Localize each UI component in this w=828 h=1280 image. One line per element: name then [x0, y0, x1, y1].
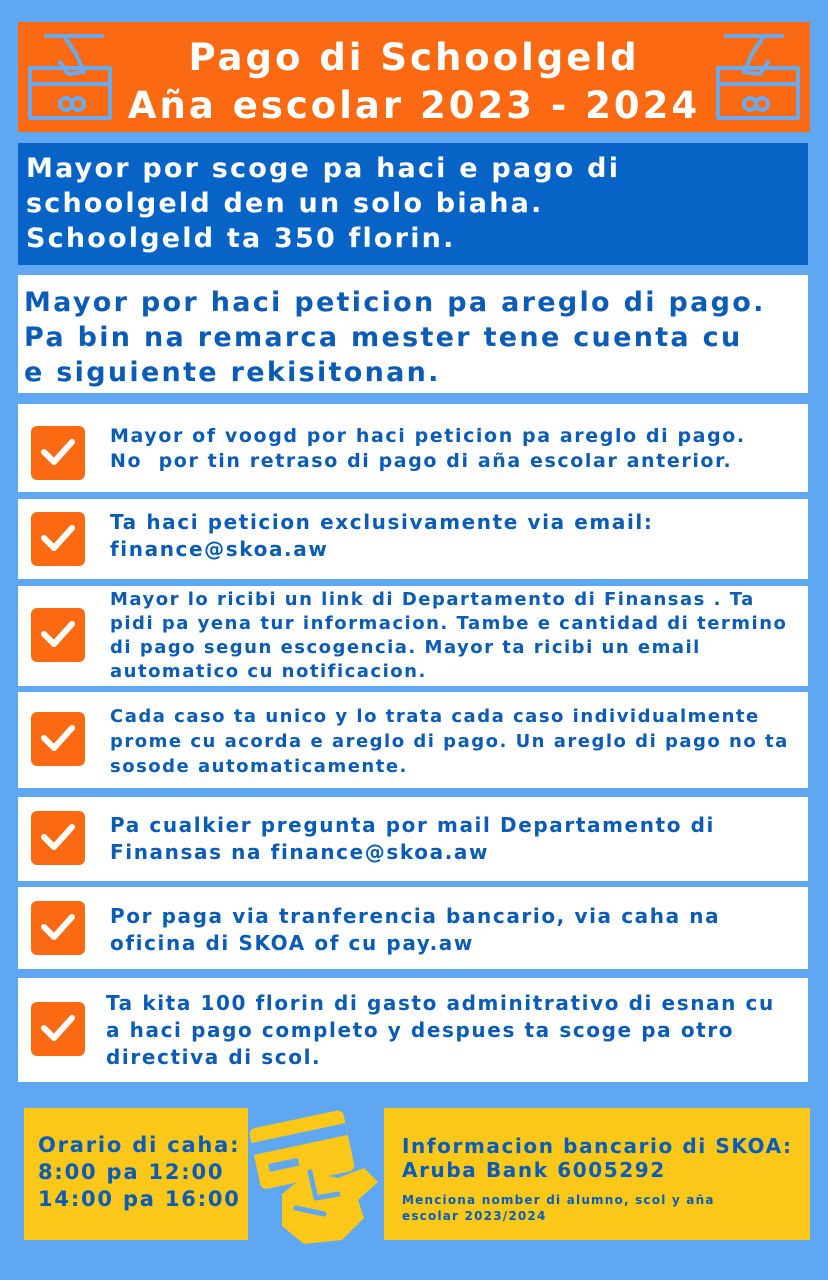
- title-line-2: Aña escolar 2023 - 2024: [127, 84, 701, 127]
- requirement-text: Mayor lo ricibi un link di Departamento di Finansas . Ta pidi pa yena tur informacion. Tambe e cantidad di termino di pago segun escogencia. Mayor ta ricibi un email automatico cu notificacion.: [110, 589, 788, 682]
- payment-hand-icon: [712, 28, 804, 124]
- requirement-item: [18, 797, 808, 881]
- requirement-item: [18, 404, 808, 492]
- notice-line-3: Schoolgeld ta 350 florin.: [26, 223, 456, 254]
- cash-hours-box: [24, 1108, 248, 1240]
- checkmark-icon: [31, 811, 85, 865]
- checkmark-icon: [31, 608, 85, 662]
- checkmark-icon: [31, 1002, 85, 1056]
- notice-line-1: Mayor por scoge pa haci e pago di: [26, 153, 621, 184]
- payment-arrangement-intro: [18, 275, 808, 393]
- requirement-item: [18, 978, 808, 1082]
- requirement-item: [18, 887, 808, 969]
- checkmark-icon: [31, 901, 85, 955]
- checkmark-icon: [31, 712, 85, 766]
- requirement-text: Ta kita 100 florin di gasto adminitrativo di esnan cu a haci pago completo y despues ta scoge pa otro directiva di scol.: [106, 991, 775, 1069]
- intro-line-3: e siguiente rekisitonan.: [24, 357, 441, 388]
- notice-line-2: schoolgeld den un solo biaha.: [26, 188, 544, 219]
- requirement-text: Pa cualkier pregunta por mail Departamento di Finansas na finance@skoa.aw: [110, 813, 715, 864]
- requirement-text: Por paga via tranferencia bancario, via caha na oficina di SKOA of cu pay.aw: [110, 904, 721, 955]
- intro-line-1: Mayor por haci peticion pa areglo di pago.: [24, 287, 766, 318]
- requirement-item: [18, 499, 808, 579]
- cash-hours-slot-1: 8:00 pa 12:00: [38, 1160, 225, 1184]
- title-banner: [18, 22, 810, 132]
- requirement-item: [18, 586, 808, 686]
- bank-note-line-2: escolar 2023/2024: [402, 1209, 547, 1223]
- requirement-text: Ta haci peticion exclusivamente via email: finance@skoa.aw: [110, 510, 654, 561]
- requirement-text: Mayor of voogd por haci peticion pa areglo di pago. No por tin retraso di pago di aña escolar anterior.: [110, 425, 746, 472]
- single-payment-notice: [18, 143, 808, 265]
- card-payment-hand-icon: [246, 1098, 386, 1248]
- checkmark-icon: [31, 512, 85, 566]
- requirement-text: Cada caso ta unico y lo trata cada caso individualmente prome cu acorda e areglo di pago. Un areglo di pago no ta sosode automaticamente.: [110, 706, 789, 777]
- checkmark-icon: [31, 426, 85, 480]
- requirement-item: [18, 692, 808, 788]
- cash-hours-slot-2: 14:00 pa 16:00: [38, 1187, 241, 1211]
- bank-info-box: [384, 1108, 810, 1240]
- cash-hours-title: Orario di caha:: [38, 1133, 241, 1157]
- title-line-1: Pago di Schoolgeld: [188, 36, 640, 79]
- bank-note-line-1: Menciona nomber di alumno, scol y aña: [402, 1193, 715, 1207]
- intro-line-2: Pa bin na remarca mester tene cuenta cu: [24, 322, 743, 353]
- bank-info-title: Informacion bancario di SKOA:: [402, 1134, 793, 1158]
- bank-account: Aruba Bank 6005292: [402, 1158, 666, 1182]
